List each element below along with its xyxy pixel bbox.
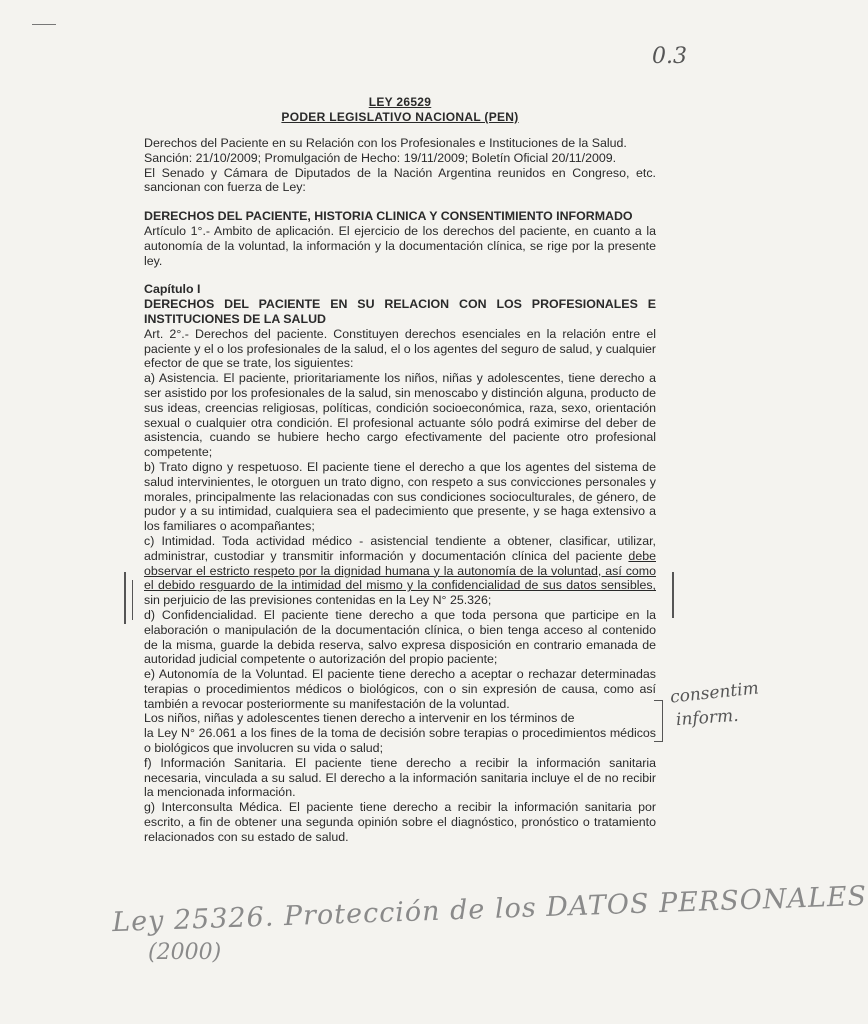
handwritten-footer-note: Ley 25326. Protección de los DATOS PERSONALES — [111, 880, 868, 939]
article-2: Art. 2°.- Derechos del paciente. Constituyen derechos esenciales en la relación entre el paciente y el o los profesionales de la salud, el o los agentes del seguro de salud, y cualquier efector de que se trate, los siguientes: — [144, 326, 656, 371]
item-e-minors: Los niños, niñas y adolescentes tienen derecho a intervenir en los términos de — [144, 711, 575, 726]
item-e-autonomia: e) Autonomía de la Voluntad. El paciente tiene derecho a aceptar o rechazar determinadas terapias o procedimientos médicos o biológicos, con o sin expresión de causa, como así también a revocar posteriormente su manifestación de la voluntad. — [144, 667, 656, 711]
left-margin-bracket — [124, 572, 132, 624]
item-c-start: c) Intimidad. Toda actividad médico - asistencial tendiente a obtener, clasificar, utilizar, administrar, custodiar y transmitir información y documentación clínica del paciente — [144, 533, 656, 563]
item-d-confidencialidad: d) Confidencialidad. El paciente tiene derecho a que toda persona que participe en la elaboración o manipulación de la documentación clínica, o bien tenga acceso al contenido de la misma, guarde la debida reserva, salvo expresa disposición en contrario emanada de autoridad judicial competente o autorización del propio paciente; — [144, 607, 656, 667]
right-margin-bracket — [666, 572, 674, 618]
margin-note-consent: consentim — [669, 678, 760, 708]
chapter-heading: DERECHOS DEL PACIENTE EN SU RELACION CON LOS PROFESIONALES E INSTITUCIONES DE LA SALUD — [144, 297, 656, 326]
legislative-power: PODER LEGISLATIVO NACIONAL (PEN) — [281, 110, 519, 124]
top-margin-mark — [32, 24, 56, 25]
page-number: 0.3 — [652, 44, 687, 69]
handwritten-footer-year: (2000) — [148, 940, 222, 965]
intro-enactment: El Senado y Cámara de Diputados de la Nación Argentina reunidos en Congreso, etc. sancionan con fuerza de Ley: — [144, 165, 656, 195]
left-margin-bracket-inner — [132, 580, 137, 620]
article-1: Artículo 1°.- Ambito de aplicación. El ejercicio de los derechos del paciente, en cuanto a la autonomía de la voluntad, la información y la documentación clínica, se rige por la presente ley. — [144, 223, 656, 268]
item-a-asistencia: a) Asistencia. El paciente, prioritariamente los niños, niñas y adolescentes, tiene derecho a ser asistido por los profesionales de la salud, sin menoscabo y distinción alguna, producto de sus ideas, creencias religiosas, políticas, condición socioeconómica, raza, sexo, orientación sexual o cualquier otra condición. El profesional actuante sólo podrá eximirse del deber de asistencia, cuando se hubiere hecho cargo efectivamente del paciente otro profesional competente; — [144, 371, 656, 460]
item-b-trato-digno: b) Trato digno y respetuoso. El paciente tiene el derecho a que los agentes del sistema de salud intervinientes, le otorguen un trato digno, con respeto a sus convicciones personales y morales, principalmente las relacionadas con sus condiciones socioculturales, de género, de pudor y a su intimidad, cualquiera sea el padecimiento que presente, y se haga extensivo a los familiares o acompañantes; — [144, 459, 656, 534]
item-e-law: la Ley N° 26.061 a los fines de la toma de decisión sobre terapias o procedimientos médicos o biológicos que involucren su vida o salud; — [144, 726, 656, 756]
margin-note-inform: inform. — [675, 705, 740, 731]
intro-dates: Sanción: 21/10/2009; Promulgación de Hecho: 19/11/2009; Boletín Oficial 20/11/2009. — [144, 150, 617, 165]
law-number: LEY 26529 — [368, 95, 432, 109]
section-heading: DERECHOS DEL PACIENTE, HISTORIA CLINICA Y CONSENTIMIENTO INFORMADO — [144, 209, 633, 224]
item-c-intimidad — [144, 534, 656, 608]
intro-title: Derechos del Paciente en su Relación con los Profesionales e Instituciones de la Salud. — [144, 136, 627, 150]
item-c-end: sin perjuicio de las previsiones contenidas en la Ley N° 25.326; — [144, 593, 492, 608]
item-c-underlined: debe observar el estricto respeto por la dignidad humana y la autonomía de la voluntad, así como el debido resguardo de la intimidad del mismo y la confidencialidad de sus datos sensibles, — [144, 548, 656, 593]
document-body — [144, 136, 656, 845]
item-g-interconsulta: g) Interconsulta Médica. El paciente tiene derecho a recibir la información sanitaria por escrito, a fin de obtener una segunda opinión sobre el diagnóstico, pronóstico o tratamiento relacionados con su estado de salud. — [144, 800, 656, 844]
chapter-label: Capítulo I — [144, 282, 201, 297]
right-bracket-e — [654, 700, 663, 742]
item-f-informacion: f) Información Sanitaria. El paciente tiene derecho a recibir la información sanitaria necesaria, vinculada a su salud. El derecho a la información sanitaria incluye el de no recibir la mencionada información. — [144, 755, 656, 800]
